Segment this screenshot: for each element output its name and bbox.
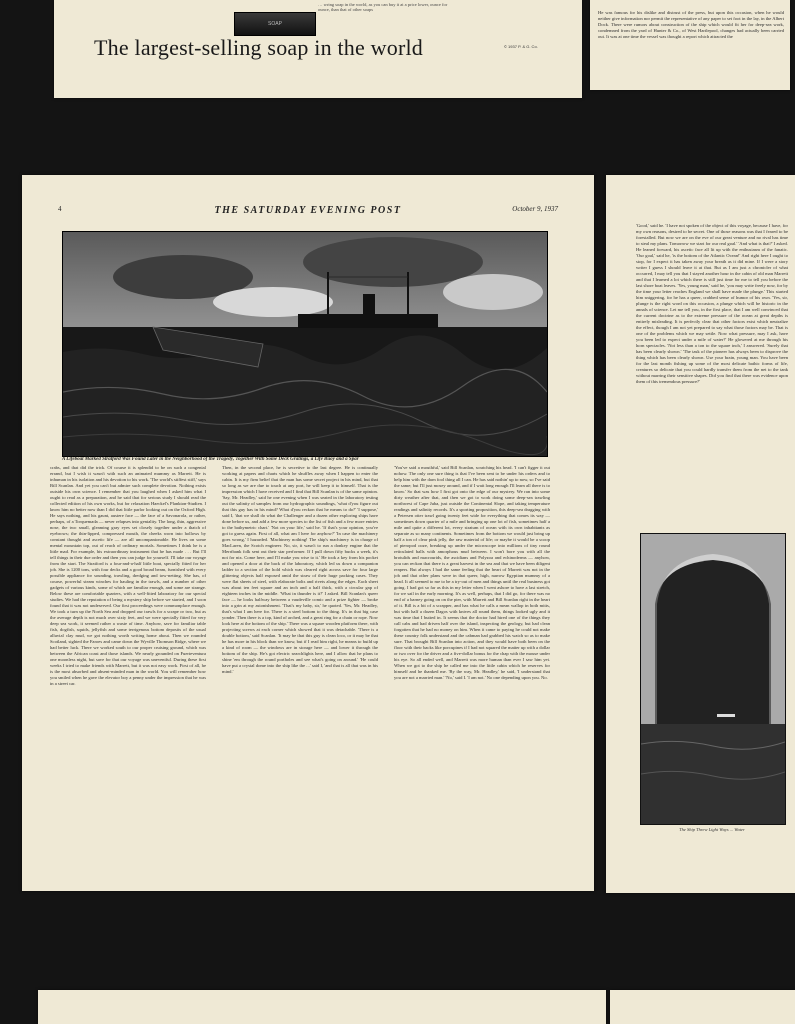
ad-credit: © 1937 P. & G. Co.	[504, 44, 538, 49]
page-header	[58, 205, 558, 219]
article-column-3: 'You've said a mouthful,' said Bill Scanlan, scratching his head. 'I can't figger it out nohow. The only one sure thing is that I've been sent to be under his orders and to help him with the darn fool thing all I can. He has said nothin' up to now, so I've said the same; but I'll just mosey around, and if I wait long enough I'll learn all there is to know.' So that was how I first got onto the edge of our mystery. We ran into some dirty weather after that, and then we got to work doing some deep-sea trawling northwest of Cape Juba, just outside the Continental Slope, and taking temperature readings and salinity records. It's a sporting proposition, this deep-sea dragging with a Petersen otter trawl going twenty feet wide for everything that comes its way — sometimes down quarter of a mile and bringing up one lot of fish, sometimes half a mile and quite a different lot, every stratum of ocean with its own inhabitants as separate as so many continents. Sometimes from the bottom we would just bring up half a ton of clear pink jelly, the raw material of life; or maybe it would be a scoop of pteropod ooze, breaking up under the microscope into millions of tiny round reticulated balls with amorphous mud between. I won't bore you with all the brotulids and macrourids, the ascidians and Polyzoa and echinoderms — anyhow, you can reckon that there is a great harvest in the sea and that we have been diligent reapers. But always I had the same feeling that the heart of Marrett was not in the job and that other plans were in that queer, high, narrow Egyptian mummy of a head. It all seemed to me to be a try-out of men and things until the real business got going. I had got so far as this in my letter when I went ashore to have a last stretch, for we sail in the early morning. It's as well, perhaps, that I did go, for there was no end of a barney going on on the pier, with Marrett and Bill Scanlan right in the heart of it. Bill is a bit of a scrapper, and has what he calls a mean wallop in both mitts, but with half a dozen Dagos with knives all round them, things looked ugly and it was time that I butted in. It seems that the doctor had hired one of the things they call cabs and had driven half over the island, inspecting the geology, but had clean forgotten that he had no money on him. When it came to paying he could not make these country folk understand and the cabman had grabbed his watch so as to make sure. That brought Bill Scanlan into action, and they would have both been on the floor with their backs like porcupines if I had not squared the matter up with a dollar or two over for the driver and a five-dollar bonus for the chap with the mouse under his eye. So all ended well, and Marrett was more human than ever I saw him yet. When we got to the ship he called me into the little cabin which he reserves for himself and he thanked me. 'By the way, Mr. Headley,' he said, 'I understand that you are not a married man.' 'No,' said I. 'I am not.' No one depending upon you. No.	[394, 465, 550, 680]
article-column-2: Then, in the second place, he is secretive to the last degree. He is continually working at papers and charts which he shuffles away when I happen to enter the cabin. It is my firm belief that the man has some secret project in his mind, but that so long as we are due to touch at any port, he will keep it to himself. That is the impression which I have received and I find that Bill Scanlan is of the same opinion. 'Say, Mr. Headley,' said he one evening when I was seated in the laboratory testing out the salinity of samples from our hydrographic soundings, 'what d'you figure out that this guy has in his mind? What d'you reckon that he means to do?' 'I suppose,' said I, 'that we shall do what the Challenger and a dozen other exploring ships have done before us, and add a few more species to the list of fish and a few more entries to the bathymetric chart.' 'Not on your life,' said he. 'If that's your opinion, you've got to guess again. First of all, what am I here for anyhow?' 'In case the machinery goes wrong,' I hazarded. 'Machinery nothing! The ship's machinery is in charge of MacLaren, the Scotch engineer. No, sir, it wasn't to run a donkey engine that the Merribank folk sent out their star performer. If I pull down fifty bucks a week, it's not for nix. Come here, and I'll make you wise to it.' He took a key from his pocket and opened a door at the back of the laboratory, which led us down a companion ladder to a section of the hold which was cleared right across save for four large glittering objects half exposed amid the straw of their huge packing cases. They were flat sheets of steel, with elaborate bolts and rivets along the edges. Each sheet was about ten feet square and an inch and a half thick, with a circular gap of eighteen inches in the middle. 'What in thunder is it?' I asked. Bill Scanlan's queer face — he looks halfway between a vaudeville comic and a prize fighter — broke into a grin at my astonishment. 'That's my baby, sir,' he quoted. 'Yes, Mr. Headley, that's what I am here for. There is a steel bottom to the thing. It's in that big case yonder. Then there is a top, kind of arched, and a great ring for a chain or rope. Now look here at the bottom of the ship.' There was a square wooden platform there, with projecting screws at each corner which showed that it was detachable. 'There is a double bottom,' said Scanlan. 'It may be that this guy is clean loco, or it may be that he has more in his block than we know, but if I read him right, he means to build up a kind of room — the windows are in storage here — and lower it through the bottom of the ship. He's got electric searchlights here, and I allow that he plans to shine 'em through the round portholes and see what's going on around.' 'He could have put a crystal dome into the ship like the ...' said I, 'and that is all that was in his mind.'	[222, 465, 378, 674]
ship-illustration	[62, 231, 548, 457]
illustration-caption: A Lifeboat Marked Stratford Was Found Later in the Neighborhood of the Tragedy, Together With Some Deck Gratings, a Life Buoy and a Spar	[62, 457, 359, 462]
ad-headline: The largest-selling soap in the world	[94, 35, 423, 60]
page-number: 4	[58, 205, 62, 213]
ad-page	[54, 0, 582, 98]
bottom-right-page	[610, 990, 795, 1024]
top-right-page	[590, 0, 790, 90]
ad-snippet-text: … wring soap in the world, as you can buy it at a price lower, ounce for ounce, than that of other soaps	[318, 2, 448, 12]
issue-date: October 9, 1937	[512, 205, 558, 213]
magazine-title: THE SATURDAY EVENING POST	[214, 205, 402, 216]
soap-box-image	[234, 12, 316, 36]
magazine-page	[22, 175, 594, 891]
cave-photo-drawing	[641, 534, 785, 824]
bottom-left-page	[38, 990, 606, 1024]
ship-illustration-drawing	[63, 232, 547, 456]
soap-box-label: SOAP	[268, 21, 282, 27]
cave-photograph	[640, 533, 786, 825]
adjacent-page-text: 'Good,' said he. 'I have not spoken of the object of this voyage, because I have, for my own reasons, desired to be secret. One of those reasons was that I feared to be forestalled. But now we are on the eve of our great venture and no rival has time to steal my plans. Tomorrow we start for our real goal.' 'And what is that?' I asked. He leaned forward, his ascetic face all lit up with the enthusiasm of the fanatic. 'Our goal,' said he, 'is the bottom of the Atlantic Ocean!' And right here I ought to stop, for I expect it has taken away your breath as it did mine. If I were a story writer I guess I should leave it at that. But as I am just a chronicler of what occurred, I may tell you that I stayed another hour in the cabin of old man Marrett and that I learned a lot which there is still just time for me to tell you before the last shore boat leaves. 'Yes, young man,' said he, 'you may write freely now, for by the time your letter reaches England we shall have made the plunge.' This started him sniggering, for he has a queer, crabbed sense of humor of his own. 'Yes, sir, plunge is the right word on this occasion, a plunge which will be historic in the annals of science. Let me tell you, in the first place, that I am well convinced that the current doctrine as to the extreme pressure of the ocean at great depths is entirely misleading. It is perfectly clear that other factors exist which neutralize the effect, though I am not yet prepared to say what those factors may be. That is one of the problems which we may settle. Now what pressure, may I ask, have you been led to expect under a mile of water?' He glowered at me through his horn spectacles. 'Not less than a ton to the square inch,' I answered. 'Surely that has been clearly shown.' 'The task of the pioneer has always been to disprove the thing which has been clearly shown. Use your brain, young man. You have been for the last month fishing up some of the most delicate bathic forms of life, creatures so delicate that you could hardly transfer them from the net to the tank without marring their sensitive shapes. Did you find that there was evidence upon them of this tremendous pressure?'	[636, 223, 788, 384]
photo-caption: The Ship Threw Light Ways ... Water	[679, 827, 745, 832]
article-column-1: crabs, and that did the trick. Of course it is splendid to be on such a congenial errand, but I wish it wasn't with such an animated mummy as Marrett. He is inhuman in his isolation and his devotion to his work. 'The world's stiffest stiff,' says Bill Scanlan. And yet you can't but admire such complete devotion. Nothing exists outside his own science. I remember that you laughed when I asked him what I ought to read as a preparation, and he said that for serious study I should read the collected edition of his own works, but for relaxation Haeckel's Plankton-Studien. I know him no better now than I did that little parlor looking out on the Oxford High. He says nothing, and his gaunt, austere face — the face of a Savonarola, or rather, perhaps, of a Torquemada — never relapses into geniality. The long, thin, aggressive nose, the two small, gleaming gray eyes set closely together under a thatch of eyebrows; the thin-lipped, compressed mouth, the cheeks worn into hollows by constant thought and ascetic life — are all uncompanionable. He lives on some mental mountain top, out of reach of ordinary mortals. Sometimes I think he is a little mad. For example, his extraordinary instrument that he has made . . . But I'll tell things in their due order and then you can judge for yourself. I'll take our voyage from the start. The Stratford is a four-and-a-half little boat, specially fitted for her job. She is 1200 tons, with four decks and a good broad beam, furnished with every possible appliance for sounding, trawling, dredging and tow-netting. She has, of course, powerful steam winches for hauling in the trawls, and a number of other gadgets of various kinds, some of which are familiar enough, and some are strange. Below these are comfortable quarters, with a well-fitted laboratory for our special studies. We had the reputation of being a mystery ship before we started, and I soon found that it was not undeserved. Our first proceedings were commonplace enough. We took a turn up the North Sea and dropped our trawls for a scrape or two, but as the average depth is not much over sixty feet, and we were specially fitted for very deep sea work, it seemed rather a waste of time. Anyhow, save for familiar table fish, dogfish, squids, jellyfish and some terrigenous bottom deposits of the usual alluvial clay mud, we got nothing worth writing home about. Then we rounded Scotland, sighted the Faroes and came down the Wyville Thomson Ridge, where we had better luck. There we worked south to our proper cruising ground, which was between the African coast and those islands. We nearly grounded on Fuerteventura one moonless night, but save for that our voyage was uneventful. During these first weeks I tried to make friends with Marrett, but it was not easy work. First of all, he is the most absorbed and absent-minded man in the world. You will remember how you smiled when he gave the elevator boy a penny under the impression that he was in a street car.	[50, 465, 206, 686]
top-right-text: He was famous for his dislike and distrust of the press, but upon this occasion, when he would neither give information nor permit the representative of any paper to set foot in the lay, in the Albert Dock. There were rumors about construction of the ship which would fit her for deep-sea work, condemned from the yard of Hunter & Co., of West Hartlepool, changes had actually been carried out. It was at one time the vessel was thought a report which attracted the	[598, 10, 784, 39]
adjacent-page	[606, 175, 795, 893]
